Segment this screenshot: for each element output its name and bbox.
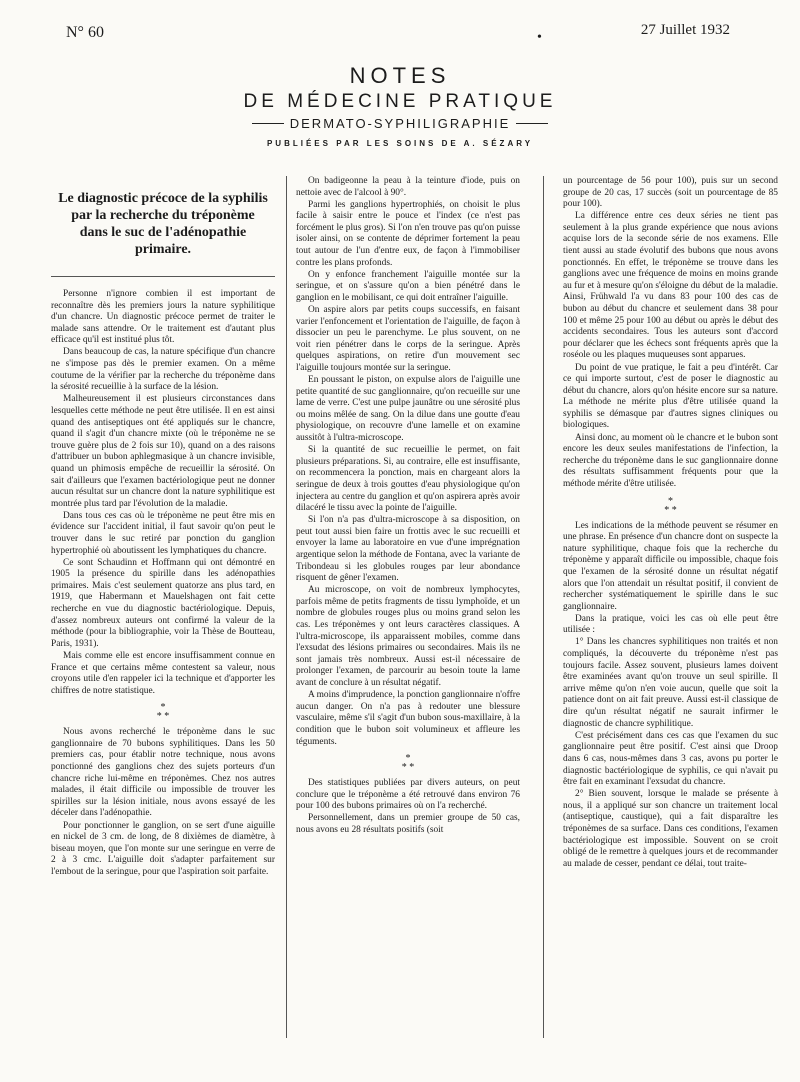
paragraph: Des statistiques publiées par divers auteurs, on peut conclure que le tréponème a été retrouvé dans environ 76 pour 100 des bubons primaires où on l'a recherché. bbox=[296, 778, 520, 812]
issue-number: N° 60 bbox=[66, 24, 104, 41]
paragraph: Nous avons recherché le tréponème dans le suc ganglionnaire de 70 bubons syphilitiques. Dans les 50 premiers cas, pour établir notre technique, nous avons ponctionné des ganglions chez des sujets porteurs d'un chancre riche lui-même en tréponèmes. Chez nos autres malades, il était difficile ou impossible de trouver les spirilles sur la lésion initiale, nous avons essayé de les déceler dans l'adénopathie. bbox=[51, 727, 275, 819]
paragraph: On badigeonne la peau à la teinture d'iode, puis on nettoie avec de l'alcool à 90°. bbox=[296, 176, 520, 198]
paragraph: Si la quantité de suc recueillie le permet, on fait plusieurs préparations. Si, au contraire, elle est insuffisante, on recommencera la ponction, mais en chargeant alors la seringue de deux à trois gouttes d'eau physiologique qu'on injectera au centre du ganglion et qu'on aspirera après avoir dilacéré le tissu avec la pointe de l'aiguille. bbox=[296, 445, 520, 514]
paragraph: Dans tous ces cas où le tréponème ne peut être mis en évidence sur l'accident initial, il faut savoir qu'on peut le trouver dans le suc retiré par ponction du ganglion hypertrophié où aboutissent les lymphatiques du chancre. bbox=[51, 510, 275, 556]
paragraph: 1° Dans les chancres syphilitiques non traités et non compliqués, la découverte du tréponème n'est pas toujours facile. Assez souvent, plusieurs lames doivent être examinées avant qu'on trouve un seul spirille. Il arrive même qu'on n'en voie aucun, quelle que soit la patience dont on ait fait preuve. Aussi est-il classique de dire qu'un résultat négatif ne saurait infirmer le diagnostic de chancre syphilitique. bbox=[563, 637, 778, 729]
paragraph: On aspire alors par petits coups successifs, en faisant varier l'enfoncement et l'orientation de l'aiguille, de façon à dissocier un peu le parenchyme. Le plus souvent, on ne voit rien pénétrer dans le corps de la seringue. Après quelques aspirations, on retire d'un mouvement sec l'aiguille toujours montée sur la seringue. bbox=[296, 305, 520, 373]
masthead bbox=[0, 64, 800, 148]
paragraph: Malheureusement il est plusieurs circonstances dans lesquelles cette méthode ne peut être utilisée. Il en est ainsi quand des antiseptiques ont été appliqués sur le chancre, quand il s'agit d'un chancre mixte (où le tréponème ne se trouve guère plus de 2 fois sur 10), quand on a des raisons d'attribuer un bubon aphlegmasique à un chancre invisible, quand un phimosis empêche de recueillir la sérosité. On sait d'ailleurs que l'examen bactériologique peut ne donner aucun résultat sur un chancre dont la nature syphilitique est montrée plus tard par l'évolution de la maladie. bbox=[51, 394, 275, 509]
paragraph: Du point de vue pratique, le fait a peu d'intérêt. Car ce qui importe surtout, c'est de poser le diagnostic au début du chancre, alors qu'on hésite encore sur sa nature. La méthode ne mérite plus d'être utilisée quand la syphilis se démasque par d'autres signes cliniques ou biologiques. bbox=[563, 362, 778, 431]
paragraph: Ainsi donc, au moment où le chancre et le bubon sont encore les deux seules manifestations de l'infection, la recherche du tréponème dans le suc ganglionnaire donne des résultats suffisamment fréquents pour que la méthode mérite d'être utilisée. bbox=[563, 432, 778, 489]
paragraph: Mais comme elle est encore insuffisamment connue en France et que certains même contestent sa valeur, nous croyons utile d'en rappeler ici la technique et d'apporter les chiffres de notre statistique. bbox=[51, 650, 275, 696]
paragraph: C'est précisément dans ces cas que l'examen du suc ganglionnaire peut être positif. C'est ainsi que Droop dans 6 cas, nous-mêmes dans 3 cas, avons pu porter le diagnostic bactériologique de syphilis, ce qui n'avait pu être fait en examinant l'exsudat du chancre. bbox=[563, 730, 778, 788]
article-title bbox=[51, 190, 275, 258]
paragraph: La différence entre ces deux séries ne tient pas seulement à la plus grande expérience que nous avions acquise lors de la seconde série de nos examens. Elle tient aussi au stade évolutif des bubons que nous avons ponctionnés. En effet, le tréponème se trouve dans les ganglions avec une fréquence de moins en moins grande au fur et à mesure qu'on s'éloigne du début de la maladie. Ainsi, Frühwald l'a vu dans 83 pour 100 des cas de bubon au début du chancre et seulement dans 38 pour 100 et même 25 pour 100 au début ou après le début des accidents secondaires. Tous les auteurs sont d'accord pour déclarer que les échecs sont fréquents après que la roséole ou les plaques muqueuses sont apparues. bbox=[563, 211, 778, 361]
paragraph: Dans beaucoup de cas, la nature spécifique d'un chancre ne s'impose pas dès le premier examen. On a même coutume de la vérifier par la recherche du tréponème dans la sérosité recueillie à la surface de la lésion. bbox=[51, 347, 275, 393]
paragraph: un pourcentage de 56 pour 100), puis sur un second groupe de 20 cas, 17 succès (soit un pourcentage de 85 pour 100). bbox=[563, 176, 778, 210]
paragraph: A moins d'imprudence, la ponction ganglionnaire n'offre aucun danger. On n'a pas à redouter une blessure vasculaire, même s'il s'agit d'un bubon sous-maxillaire, à la condition que le bubon soit volumineux et affleure les téguments. bbox=[296, 690, 520, 747]
paragraph: Personne n'ignore combien il est important de reconnaître dès les premiers jours la nature syphilitique d'un chancre. Un diagnostic précoce permet de traiter le malade sans attendre. Or le traitement est d'autant plus efficace qu'il est institué plus tôt. bbox=[51, 289, 275, 346]
paragraph: En poussant le piston, on expulse alors de l'aiguille une petite quantité de suc ganglionnaire, qu'on recueille sur une lame de verre. C'est une pulpe jaunâtre ou une sérosité plus ou moins mêlée de sang. On la dilue dans une goutte d'eau physiologique, on recouvre d'une lamelle et on examine aussitôt à l'ultra-microscope. bbox=[296, 375, 520, 444]
column-divider-2 bbox=[543, 176, 544, 1038]
masthead-line-3: DERMATO-SYPHILIGRAPHIE bbox=[289, 116, 511, 131]
paragraph: Pour ponctionner le ganglion, on se sert d'une aiguille en nickel de 3 cm. de long, de 8 dixièmes de diamètre, à biseau moyen, que l'on monte sur une seringue en verre de 2 à 3 cmc. L'aiguille doit s'adapter parfaitement sur l'embout de la seringue, pour que l'aspiration soit parfaite. bbox=[51, 820, 275, 877]
rule-right bbox=[516, 123, 548, 124]
article-title-line-1: Le diagnostic précoce de la syphilis bbox=[58, 191, 268, 206]
section-separator: * * * bbox=[156, 702, 170, 723]
masthead-line-1: NOTES bbox=[349, 63, 451, 88]
rule-left bbox=[252, 123, 284, 124]
paragraph: Parmi les ganglions hypertrophiés, on choisit le plus facile à saisir entre le pouce et l'index (ce n'est pas forcément le plus gros). Si l'on n'en trouve pas qu'on puisse isoler ainsi, on se contente de déprimer fortement la peau tout autour de l'un d'entre eux, de façon à l'immobiliser contre les plans profonds. bbox=[296, 199, 520, 268]
running-header bbox=[48, 22, 752, 46]
paragraph: Au microscope, on voit de nombreux lymphocytes, parfois même de petits fragments de tissu lymphoïde, et un nombre de globules rouges plus ou moins grand selon les cas. Les tréponèmes y ont leurs caractères classiques. A l'ultra-microscope, ils apparaissent mobiles, comme dans l'exsudat des lésions primaires ou secondaires. Mais ils ne sont jamais très nombreux. Aussi est-il nécessaire de prolonger l'examen, de parcourir au besoin toute la lame avant de conclure à un résultat négatif. bbox=[296, 585, 520, 689]
masthead-subtitle bbox=[0, 116, 800, 131]
article-title-line-2: par la recherche du tréponème bbox=[71, 208, 255, 223]
paragraph: On y enfonce franchement l'aiguille montée sur la seringue, et on s'assure qu'on a bien pénétré dans le ganglion en le mobilisant, ce qui doit entraîner l'aiguille. bbox=[296, 269, 520, 303]
article-title-line-3: dans le suc de l'adénopathie primaire. bbox=[79, 225, 247, 257]
paragraph: Personnellement, dans un premier groupe de 50 cas, nous avons eu 28 résultats positifs (soit bbox=[296, 813, 520, 835]
masthead-line-4: PUBLIÉES PAR LES SOINS DE A. SÉZARY bbox=[266, 139, 534, 148]
column-2 bbox=[296, 176, 520, 837]
section-separator: * * * bbox=[401, 753, 415, 774]
masthead-line-2: DE MÉDECINE PRATIQUE bbox=[243, 91, 557, 112]
header-dot: • bbox=[537, 30, 542, 45]
column-1 bbox=[51, 174, 275, 879]
paragraph: Dans la pratique, voici les cas où elle peut être utilisée : bbox=[563, 613, 778, 636]
column-divider-1 bbox=[286, 176, 287, 1038]
column-3 bbox=[563, 176, 778, 871]
article-title-box bbox=[51, 174, 275, 277]
paragraph: 2° Bien souvent, lorsque le malade se présente à nous, il a appliqué sur son chancre un traitement local (antiseptique, caustique), qui a fait disparaître les tréponèmes de sa surface. Dans ces conditions, l'examen bactériologique est impossible. Souvent on se croit obligé de le remettre à quelques jours et de recommander au malade de cesser, pendant ce délai, tout traite- bbox=[563, 789, 778, 869]
section-separator: * * * bbox=[664, 495, 677, 516]
paragraph: Si l'on n'a pas d'ultra-microscope à sa disposition, on peut tout aussi bien faire un frottis avec le suc recueilli et envoyer la lame au laboratoire en vue d'une imprégnation argentique selon la méthode de Fontana, avec la variante de Tribondeau si les globules rouges par leur abondance risquent de gêner l'examen. bbox=[296, 515, 520, 584]
paragraph: Les indications de la méthode peuvent se résumer en une phrase. En présence d'un chancre dont on suspecte la nature syphilitique, chaque fois que la recherche du tréponème y apparaît difficile ou impossible, chaque fois que l'examen de la sérosité donne un résultat négatif alors que l'on attendait un résultat positif, il convient de rechercher systématiquement le spirille dans le suc ganglionnaire. bbox=[563, 520, 778, 612]
issue-date: 27 Juillet 1932 bbox=[640, 22, 730, 38]
paragraph: Ce sont Schaudinn et Hoffmann qui ont démontré en 1905 la présence du spirille dans les adénopathies primaires. Mais c'est seulement quatorze ans plus tard, en 1919, que Habermann et Mauelshagen ont fait cette recherche en vue du diagnostic bactériologique. Depuis, d'assez nombreux auteurs ont confirmé la valeur de la méthode (pour la bibliographie, voir la Thèse de Boutteau, Paris, 1931). bbox=[51, 557, 275, 649]
